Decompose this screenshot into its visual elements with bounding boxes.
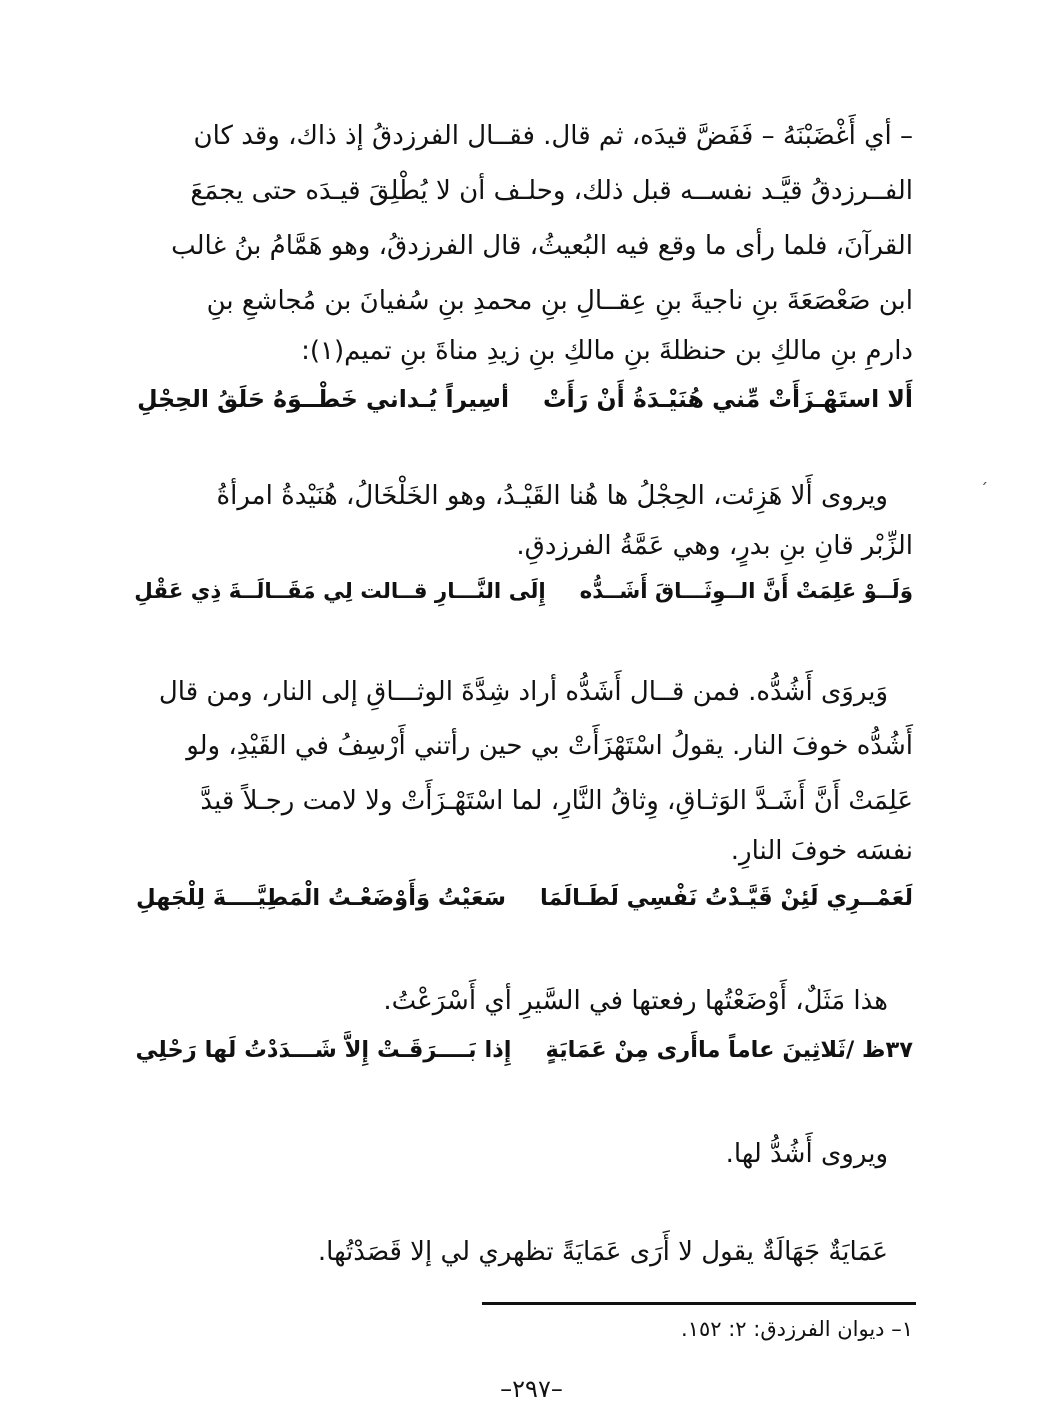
verse-second-hemistich: سَعَيْتُ وَأَوْضَعْـتُ الْمَطِيَّــــةَ لِلْجَهلِ bbox=[135, 885, 506, 911]
prose-line: وَيروَى أَشُدُّه. فمن قــال أَشَدُّه أراد شِدَّةَ الوثـــاقِ إلى النار، ومن قال bbox=[158, 677, 888, 707]
verse-first-hemistich: لَعَمْــرِي لَئِنْ قَيَّـدْتُ نَفْسِي لَطَـالَمَا bbox=[540, 885, 913, 911]
prose-line: عَلِمَتْ أَنَّ أَشَـدَّ الوَثـاقِ، وِثاقُ النَّارِ، لما اسْتَهْـزَأَتْ ولا لامت رجـلاً قيدَّ bbox=[200, 786, 913, 816]
verse-line bbox=[136, 880, 913, 916]
verse-first-hemistich: ثَلاثِينَ عاماً ماأَرى مِنْ عَمَايَةٍ bbox=[545, 1037, 846, 1063]
verse-line bbox=[134, 574, 913, 610]
page-number: –٢٩٧– bbox=[500, 1375, 563, 1403]
verse-line bbox=[135, 1032, 913, 1068]
prose-line: دارمِ بنِ مالكِ بن حنظلةَ بنِ مالكِ بنِ زيدِ مناةَ بنِ تميم(١): bbox=[301, 336, 913, 366]
prose-line: الزِّبْر قانِ بنِ بدرٍ، وهي عَمَّةُ الفرزدقِ. bbox=[516, 531, 913, 561]
footnote-divider bbox=[482, 1302, 916, 1305]
verse-second-hemistich: إِلَى النَّـــارِ قــالت لِي مَقَــالَــةَ ذِي عَقْلِ bbox=[134, 579, 546, 604]
prose-line: – أي أَغْضَبْنَهُ – فَفَضَّ قيدَه، ثم قال. فقــال الفرزدقُ إذ ذاك، وقد كان bbox=[193, 121, 913, 151]
verse-first-hemistich: وَلَــوْ عَلِمَتْ أَنَّ الــوِثَـــاقَ أَشَــدُّه bbox=[579, 579, 913, 604]
prose-line: هذا مَثَلٌ، أَوْضَعْتُها رفعتها في السَّيرِ أي أَسْرَعْتُ. bbox=[383, 986, 888, 1016]
verse-line bbox=[137, 381, 913, 417]
folio-marker: ٣٧ظ / bbox=[845, 1037, 913, 1063]
prose-line: ابن صَعْصَعَةَ بنِ ناجيةَ بنِ عِقــالِ بنِ محمدِ بنِ سُفيانَ بن مُجاشعِ بنِ bbox=[206, 286, 913, 316]
footnote: ١– ديوان الفرزدق: ٢: ١٥٢. bbox=[681, 1317, 913, 1341]
prose-line: ويروى أَلا هَزِئت، الحِجْلُ ها هُنا القَيْـدُ، وهو الخَلْخَالُ، هُنَيْدةُ امرأةُ bbox=[216, 481, 888, 511]
prose-line: أَشُدُّه خوفَ النار. يقولُ اسْتَهْزَأَتْ بي حين رأتني أَرْسِفُ في القَيْدِ، ولو bbox=[186, 731, 913, 761]
prose-line: عَمَايَةٌ جَهَالَةٌ يقول لا أَرَى عَمَايَةً تظهري لي إلا قَصَدْتُها. bbox=[317, 1237, 888, 1267]
margin-mark: ˊ bbox=[980, 480, 988, 499]
verse-second-hemistich: أسِيراً يُـداني خَطْــوَهُ حَلَقُ الحِجْلِ bbox=[137, 385, 510, 413]
prose-line: نفسَه خوفَ النارِ. bbox=[730, 836, 913, 866]
prose-line: الفــرزدقُ قيَّـد نفســه قبل ذلك، وحلـف أن لا يُطْلِقَ قيـدَه حتى يجمَعَ bbox=[190, 176, 913, 206]
prose-line: ويروى أَشُدُّ لها. bbox=[725, 1139, 888, 1169]
verse-second-hemistich: إِذا بَــــرَقَـتْ إِلاَّ شَـــدَدْتُ لَها رَحْلِي bbox=[135, 1037, 512, 1063]
verse-first-hemistich: أَلا استَهْـزَأَتْ مِّني هُنَيْـدَةُ أَنْ رَأَتْ bbox=[543, 385, 913, 413]
prose-line: القرآنَ، فلما رأى ما وقع فيه البُعيثُ، قال الفرزدقُ، وهو هَمَّامُ بنُ غالب bbox=[171, 231, 913, 261]
